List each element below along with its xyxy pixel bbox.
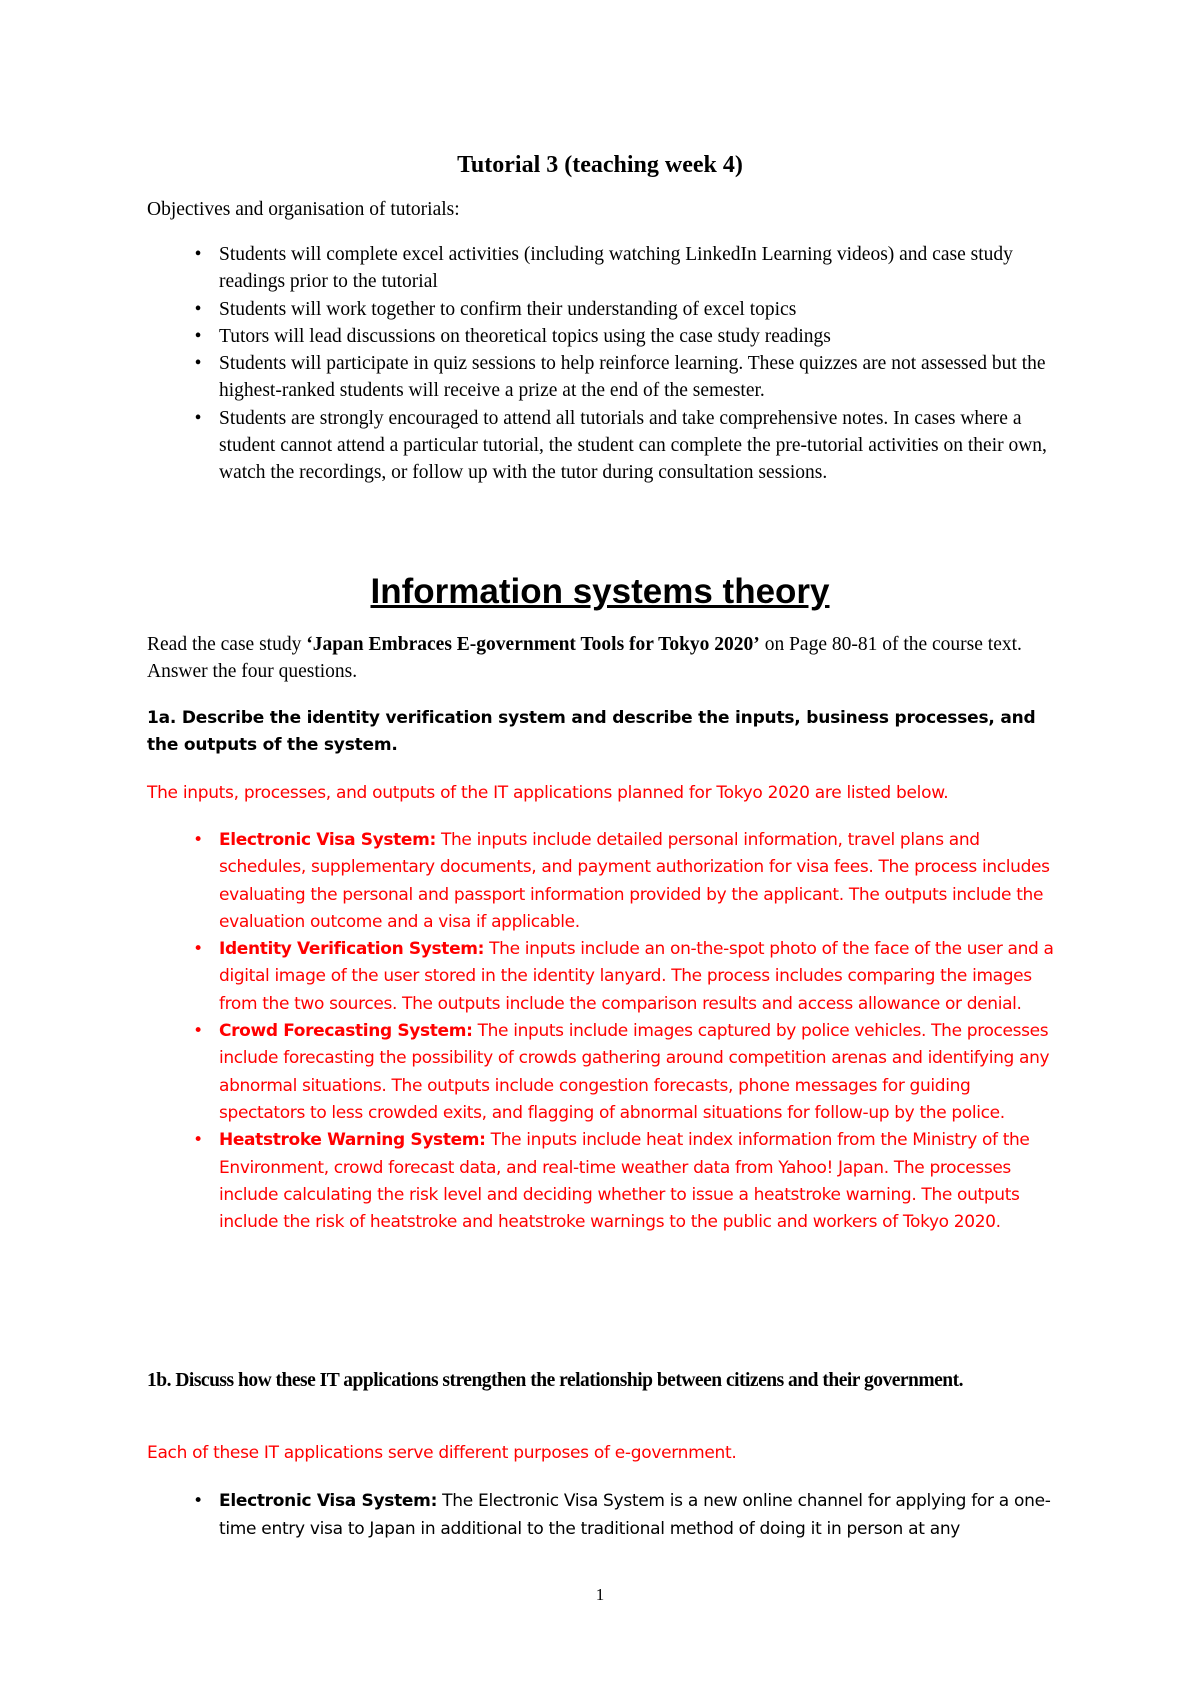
item-label: Crowd Forecasting System: <box>219 1021 473 1042</box>
question-1b: 1b. Discuss how these IT applications strengthen the relationship between citizens and their government. <box>147 1370 963 1391</box>
item-label: Identity Verification System: <box>219 939 485 960</box>
bullet-icon: • <box>194 325 202 347</box>
objectives-list <box>147 241 1059 487</box>
bullet-icon: • <box>193 939 203 960</box>
section-heading: Information systems theory <box>370 572 830 611</box>
bullet-icon: • <box>193 1130 203 1151</box>
objectives-label: Objectives and organisation of tutorials: <box>147 199 460 220</box>
page-number: 1 <box>595 1585 605 1604</box>
answer-1b-intro: Each of these IT applications serve different purposes of e-government. <box>147 1443 737 1463</box>
bullet-icon: • <box>193 1021 203 1042</box>
list-item: • Tutors will lead discussions on theoretical topics using the case study readings <box>147 323 1059 350</box>
page-title: Tutorial 3 (teaching week 4) <box>457 152 743 178</box>
answer-1a-intro: The inputs, processes, and outputs of the IT applications planned for Tokyo 2020 are listed below. <box>147 783 949 803</box>
bullet-icon: • <box>194 298 202 320</box>
bullet-icon: • <box>193 1491 203 1511</box>
item-label: Heatstroke Warning System: <box>219 1130 486 1151</box>
case-study-intro: Read the case study ‘Japan Embraces E-government Tools for Tokyo 2020’ on Page 80-81 of the course text. Answer the four questions. <box>147 634 1022 682</box>
list-item: • Students will complete excel activities (including watching LinkedIn Learning videos) and case study readings prior to the tutorial <box>147 241 1059 296</box>
answer-1a-list <box>147 827 1059 1236</box>
bullet-icon: • <box>193 830 203 850</box>
item-label: Electronic Visa System: <box>219 1491 438 1511</box>
bullet-icon: • <box>194 244 202 265</box>
item-label: Electronic Visa System: <box>219 830 436 850</box>
list-item: • Crowd Forecasting System: The inputs include images captured by police vehicles. The processes include forecasting the possibility of crowds gathering around competition arenas and identifying any abnormal situations. The outputs include congestion forecasts, phone messages for guiding spectators to less crowded exits, and flagging of abnormal situations for follow-up by the police. <box>147 1018 1059 1127</box>
list-item: • Electronic Visa System: The inputs include detailed personal information, travel plans and schedules, supplementary documents, and payment authorization for visa fees. The process includes evaluating the personal and passport information provided by the applicant. The outputs include the evaluation outcome and a visa if applicable. <box>147 827 1059 936</box>
list-item: • Heatstroke Warning System: The inputs include heat index information from the Ministry of the Environment, crowd forecast data, and real-time weather data from Yahoo! Japan. The processes include calculating the risk level and deciding whether to issue a heatstroke warning. The outputs include the risk of heatstroke and heatstroke warnings to the public and workers of Tokyo 2020. <box>147 1127 1059 1236</box>
list-item: • Students will work together to confirm their understanding of excel topics <box>147 296 1059 323</box>
list-item: • Electronic Visa System: The Electronic Visa System is a new online channel for applying for a one-time entry visa to Japan in additional to the traditional method of doing it in person at any <box>147 1488 1059 1543</box>
list-item: • Students will participate in quiz sessions to help reinforce learning. These quizzes are not assessed but the highest-ranked students will receive a prize at the end of the semester. <box>147 350 1059 405</box>
list-item: • Students are strongly encouraged to attend all tutorials and take comprehensive notes. In cases where a student cannot attend a particular tutorial, the student can complete the pre-tutorial activities on their own, watch the recordings, or follow up with the tutor during consultation sessions. <box>147 405 1059 487</box>
answer-1b-list <box>147 1488 1059 1543</box>
bullet-icon: • <box>194 353 202 375</box>
list-item: • Identity Verification System: The inputs include an on-the-spot photo of the face of the user and a digital image of the user stored in the identity lanyard. The process includes comparing the images from the two sources. The outputs include the comparison results and access allowance or denial. <box>147 936 1059 1018</box>
question-1a: 1a. Describe the identity verification system and describe the inputs, business processes, and the outputs of the system. <box>147 708 1036 755</box>
bullet-icon: • <box>194 407 202 429</box>
case-study-title: ‘Japan Embraces E-government Tools for Tokyo 2020’ <box>306 634 760 655</box>
